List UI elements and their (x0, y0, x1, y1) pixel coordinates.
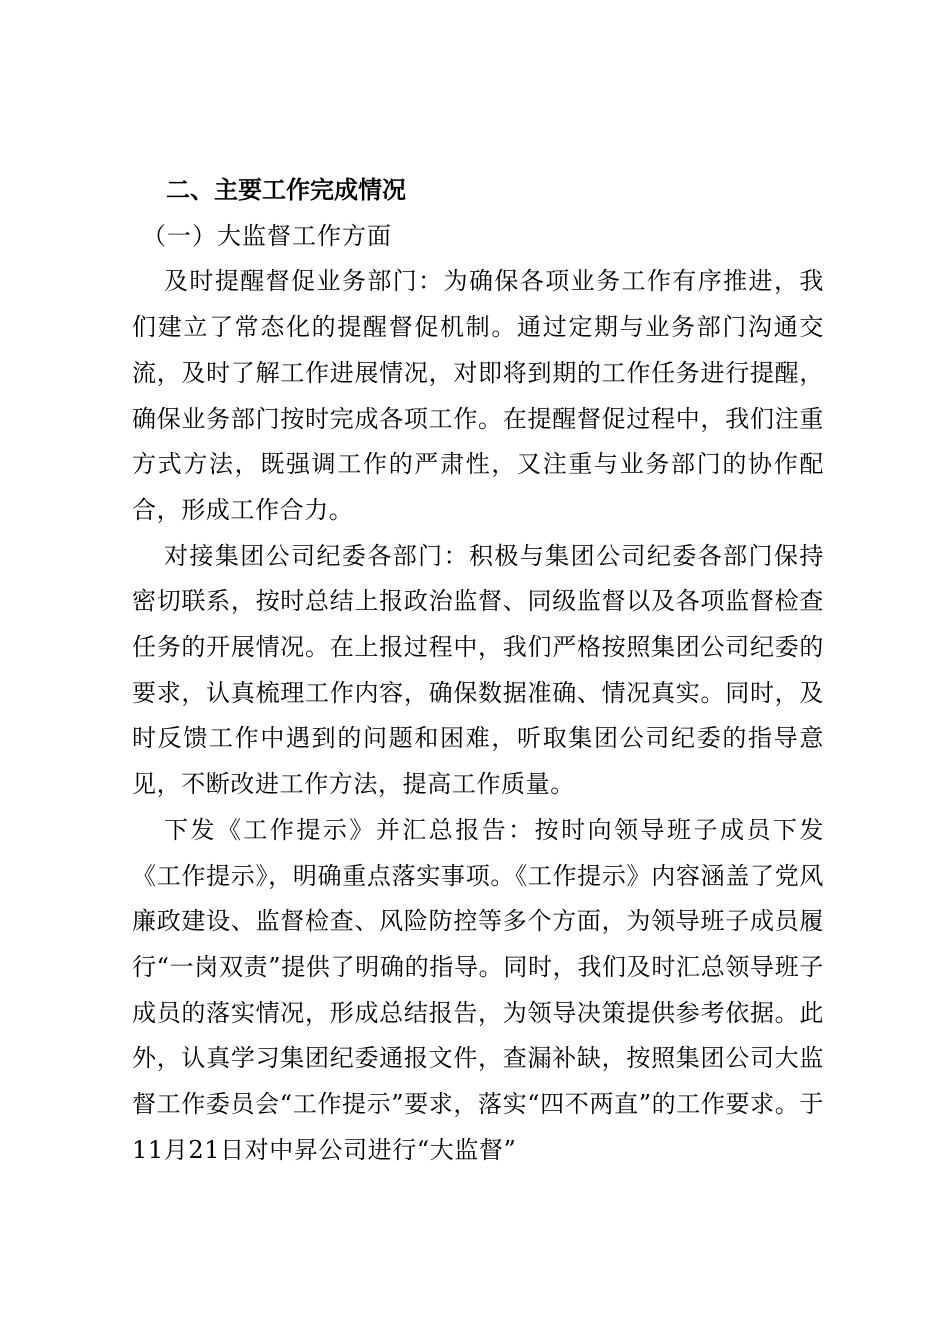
section-heading: 二、主要工作完成情况 (166, 176, 406, 204)
paragraph-work-tips-report: 下发《工作提示》并汇总报告：按时向领导班子成员下发《工作提示》，明确重点落实事项。《工作提示》内容涵盖了党风廉政建设、监督检查、风险防控等多个方面，为领导班子成员履行“一岗双责”提供了明确的指导。同时，我们及时汇总领导班子成员的落实情况，形成总结报告，为领导决策提供参考依据。此外，认真学习集团纪委通报文件，查漏补缺，按照集团公司大监督工作委员会“工作提示”要求，落实“四不两直”的工作要求。于11月21日对中昇公司进行“大监督” (132, 815, 824, 1164)
subsection-heading: （一）大监督工作方面 (142, 221, 392, 250)
document-body (132, 168, 824, 1173)
paragraph-reminder-supervision: 及时提醒督促业务部门：为确保各项业务工作有序推进，我们建立了常态化的提醒督促机制。通过定期与业务部门沟通交流，及时了解工作进展情况，对即将到期的工作任务进行提醒，确保业务部门按时完成各项工作。在提醒督促过程中，我们注重方式方法，既强调工作的严肃性，又注重与业务部门的协作配合，形成工作合力。 (132, 267, 824, 524)
paragraph-group-liaison: 对接集团公司纪委各部门：积极与集团公司纪委各部门保持密切联系，按时总结上报政治监督、同级监督以及各项监督检查任务的开展情况。在上报过程中，我们严格按照集团公司纪委的要求，认真梳理工作内容，确保数据准确、情况真实。同时，及时反馈工作中遇到的问题和困难，听取集团公司纪委的指导意见，不断改进工作方法，提高工作质量。 (132, 541, 824, 799)
